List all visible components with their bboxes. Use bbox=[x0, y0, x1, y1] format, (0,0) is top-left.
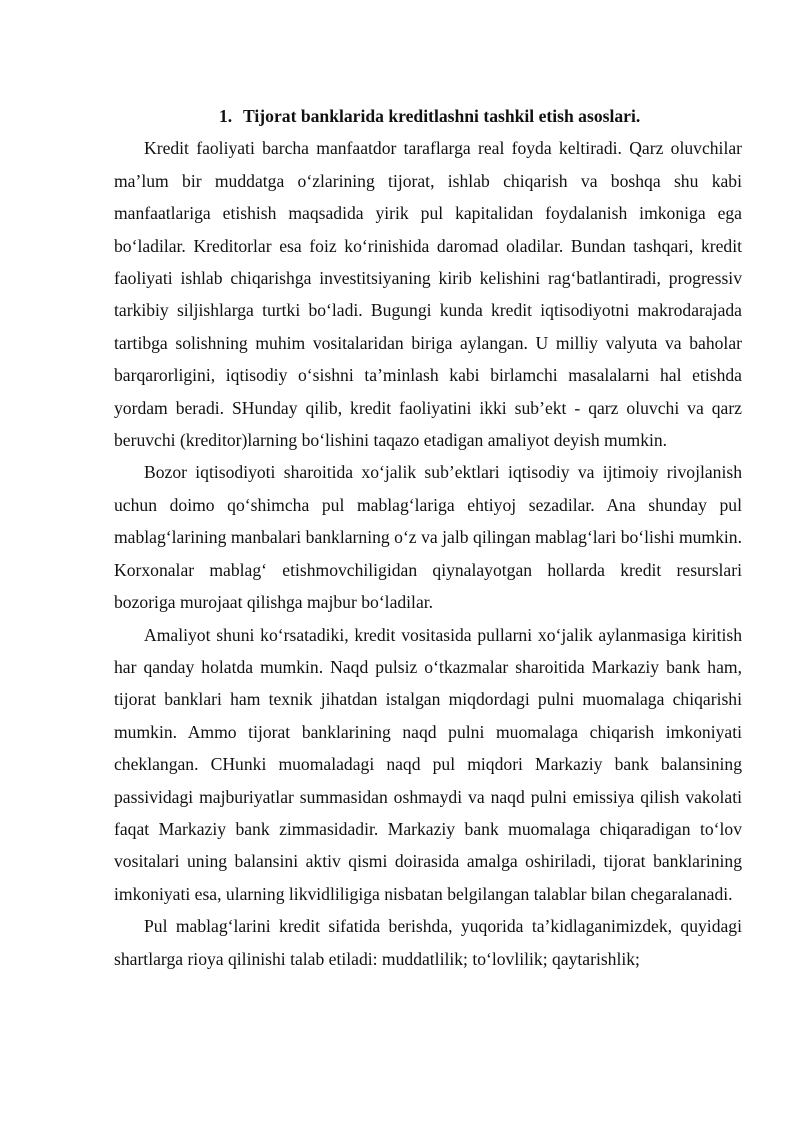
paragraph-3: Amaliyot shuni ko‘rsatadiki, kredit vositasida pullarni xo‘jalik aylanmasiga kiritish har qanday holatda mumkin. Naqd pulsiz o‘tkazmalar sharoitida Markaziy bank ham, tijorat banklari ham texnik jihatdan istalgan miqdordagi pulni muomalaga chiqarishi mumkin. Ammo tijorat banklarining naqd pulni muomalaga chiqarish imkoniyati cheklangan. CHunki muomaladagi naqd pul miqdori Markaziy bank balansining passividagi majburiyatlar summasidan oshmaydi va naqd pulni emissiya qilish vakolati faqat Markaziy bank zimmasidadir. Markaziy bank muomalaga chiqaradigan to‘lov vositalari uning balansini aktiv qismi doirasida amalga oshiriladi, tijorat banklarining imkoniyati esa, ularning likvidliligiga nisbatan belgilangan talablar bilan chegaralanadi. bbox=[114, 624, 742, 904]
paragraph-1: Kredit faoliyati barcha manfaatdor taraflarga real foyda keltiradi. Qarz oluvchilar ma’lum bir muddatga o‘zlarining tijorat, ishlab chiqarish va boshqa shu kabi manfaatlariga etishish maqsadida yirik pul kapitalidan foydalanish imkoniga ega bo‘ladilar. Kreditorlar esa foiz ko‘rinishida daromad oladilar. Bundan tashqari, kredit faoliyati ishlab chiqarishga investitsiyaning kirib kelishini rag‘batlantiradi, progressiv tarkibiy siljishlarga turtki bo‘ladi. Bugungi kunda kredit iqtisodiyotni makrodarajada tartibga solishning muhim vositalaridan biriga aylangan. U milliy valyuta va baholar barqarorligini, iqtisodiy o‘sishni ta’minlash kabi birlamchi masalalarni hal etishda yordam beradi. SHunday qilib, kredit faoliyatini ikki sub’ekt - qarz oluvchi va qarz beruvchi (kreditor)larning bo‘lishini taqazo etadigan amaliyot deyish mumkin. bbox=[114, 138, 742, 451]
section-number: 1. bbox=[219, 106, 233, 126]
document-body bbox=[114, 100, 742, 975]
section-heading bbox=[114, 100, 742, 132]
section-title: Tijorat banklarida kreditlashni tashkil etish asoslari. bbox=[243, 106, 641, 126]
paragraph-4: Pul mablag‘larini kredit sifatida berishda, yuqorida ta’kidlaganimizdek, quyidagi shartlarga rioya qilinishi talab etiladi: muddatlilik; to‘lovlilik; qaytarishlik; bbox=[114, 916, 742, 969]
paragraph-2: Bozor iqtisodiyoti sharoitida xo‘jalik sub’ektlari iqtisodiy va ijtimoiy rivojlanish uchun doimo qo‘shimcha pul mablag‘lariga ehtiyoj sezadilar. Ana shunday pul mablag‘larining manbalari banklarning o‘z va jalb qilingan mablag‘lari bo‘lishi mumkin. Korxonalar mablag‘ etishmovchiligidan qiynalayotgan hollarda kredit resurslari bozoriga murojaat qilishga majbur bo‘ladilar. bbox=[114, 462, 742, 613]
